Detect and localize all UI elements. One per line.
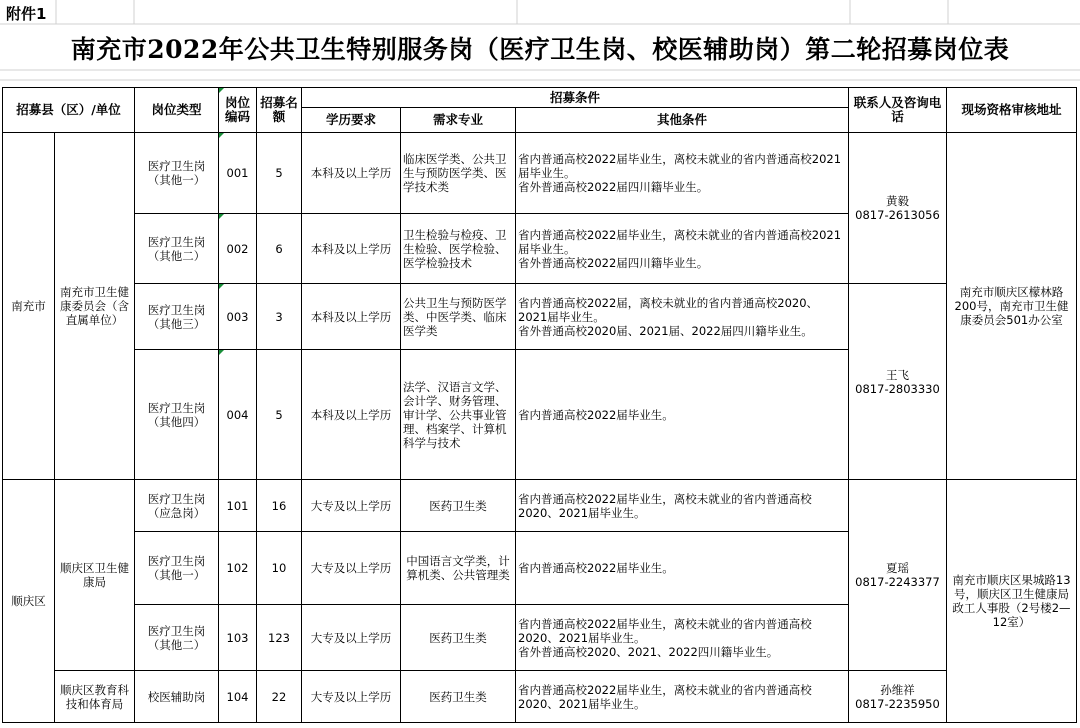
document-title: 南充市2022年公共卫生特别服务岗（医疗卫生岗、校医辅助岗）第二轮招募岗位表 (70, 35, 1010, 64)
address-cell: 南充市顺庆区檬林路200号，南充市卫生健康委员会501办公室 (947, 133, 1077, 480)
quota-cell: 5 (257, 350, 302, 480)
post-code-cell: 003 (219, 284, 257, 350)
post-code-cell: 103 (219, 605, 257, 671)
post-type-cell: 医疗卫生岗（其他二） (135, 214, 219, 284)
major-cell: 公共卫生与预防医学类、中医学类、临床医学类 (401, 284, 516, 350)
other-cell: 省内普通高校2022届，离校未就业的省内普通高校2020、2021届毕业生。 省外普通高校2020届、2021届、2022届四川籍毕业生。 (516, 284, 849, 350)
unit-cell: 南充市卫生健康委员会（含直属单位） (55, 133, 135, 480)
education-cell: 本科及以上学历 (302, 284, 401, 350)
education-cell: 本科及以上学历 (302, 350, 401, 480)
post-type-cell: 医疗卫生岗（其他一） (135, 133, 219, 214)
other-cell: 省内普通高校2022届毕业生，离校未就业的省内普通高校2020、2021届毕业生。 (516, 671, 849, 723)
table-row (3, 284, 1077, 350)
post-type-cell: 校医辅助岗 (135, 671, 219, 723)
post-code-cell: 004 (219, 350, 257, 480)
contact-cell (849, 284, 947, 480)
education-cell: 本科及以上学历 (302, 214, 401, 284)
recruitment-table (2, 87, 1077, 723)
education-cell: 大专及以上学历 (302, 605, 401, 671)
other-cell: 省内普通高校2022届毕业生。 (516, 350, 849, 480)
other-cell: 省内普通高校2022届毕业生，离校未就业的省内普通高校2021届毕业生。 省外普通高校2022届四川籍毕业生。 (516, 214, 849, 284)
contact-phone: 0817-2803330 (855, 381, 940, 396)
post-code-cell: 102 (219, 532, 257, 605)
header-address: 现场资格审核地址 (947, 88, 1077, 133)
major-cell: 中国语言文学类，计算机类、公共管理类 (401, 532, 516, 605)
quota-cell: 3 (257, 284, 302, 350)
contact-phone: 0817-2235950 (855, 696, 940, 711)
contact-phone: 0817-2613056 (855, 208, 940, 222)
post-code-cell: 104 (219, 671, 257, 723)
contact-cell (849, 671, 947, 723)
annex-label: 附件1 (6, 5, 47, 23)
contact-name: 孙维祥 (880, 682, 915, 697)
header-post-code: 岗位编码 (219, 88, 257, 133)
contact-name: 黄毅 (886, 194, 909, 208)
post-type-cell: 医疗卫生岗（应急岗） (135, 480, 219, 532)
header-education: 学历要求 (302, 108, 401, 133)
post-type-cell: 医疗卫生岗（其他二） (135, 605, 219, 671)
other-cell: 省内普通高校2022届毕业生，离校未就业的省内普通高校2021届毕业生。 省外普通高校2022届四川籍毕业生。 (516, 133, 849, 214)
other-cell: 省内普通高校2022届毕业生，离校未就业的省内普通高校2020、2021届毕业生。 (516, 480, 849, 532)
major-cell: 医药卫生类 (401, 480, 516, 532)
post-type-cell: 医疗卫生岗（其他三） (135, 284, 219, 350)
quota-cell: 6 (257, 214, 302, 284)
quota-cell: 5 (257, 133, 302, 214)
table-row (3, 480, 1077, 532)
other-cell: 省内普通高校2022届毕业生。 (516, 532, 849, 605)
table-row (3, 671, 1077, 723)
major-cell: 临床医学类、公共卫生与预防医学类、医学技术类 (401, 133, 516, 214)
major-cell: 医药卫生类 (401, 605, 516, 671)
post-code-cell: 001 (219, 133, 257, 214)
header-county: 招募县（区）/单位 (3, 88, 135, 133)
unit-cell: 顺庆区卫生健康局 (55, 480, 135, 671)
education-cell: 大专及以上学历 (302, 480, 401, 532)
major-cell: 法学、汉语言文学、会计学、财务管理、审计学、公共事业管理、档案学、计算机科学与技术 (401, 350, 516, 480)
header-other: 其他条件 (516, 108, 849, 133)
unit-cell: 顺庆区教育科技和体育局 (55, 671, 135, 723)
contact-name: 王飞 (886, 367, 909, 382)
county-cell: 南充市 (3, 133, 55, 480)
quota-cell: 22 (257, 671, 302, 723)
contact-name: 夏瑶 (886, 561, 909, 575)
education-cell: 大专及以上学历 (302, 532, 401, 605)
header-contact: 联系人及咨询电话 (849, 88, 947, 133)
post-code-cell: 002 (219, 214, 257, 284)
contact-cell (849, 480, 947, 671)
major-cell: 医药卫生类 (401, 671, 516, 723)
county-cell: 顺庆区 (3, 480, 55, 723)
quota-cell: 16 (257, 480, 302, 532)
other-cell: 省内普通高校2022届毕业生，离校未就业的省内普通高校2020、2021届毕业生。 省外普通高校2020、2021、2022四川籍毕业生。 (516, 605, 849, 671)
header-post-type: 岗位类型 (135, 88, 219, 133)
table-row (3, 133, 1077, 214)
post-code-cell: 101 (219, 480, 257, 532)
education-cell: 大专及以上学历 (302, 671, 401, 723)
address-cell: 南充市顺庆区果城路13号，顺庆区卫生健康局政工人事股（2号楼2—12室） (947, 480, 1077, 723)
header-quota: 招募名额 (257, 88, 302, 133)
post-type-cell: 医疗卫生岗（其他一） (135, 532, 219, 605)
contact-phone: 0817-2243377 (855, 575, 940, 589)
post-type-cell: 医疗卫生岗（其他四） (135, 350, 219, 480)
education-cell: 本科及以上学历 (302, 133, 401, 214)
header-major: 需求专业 (401, 108, 516, 133)
quota-cell: 10 (257, 532, 302, 605)
quota-cell: 123 (257, 605, 302, 671)
major-cell: 卫生检验与检疫、卫生检验、医学检验、医学检验技术 (401, 214, 516, 284)
contact-cell (849, 133, 947, 284)
header-conditions: 招募条件 (302, 88, 849, 108)
